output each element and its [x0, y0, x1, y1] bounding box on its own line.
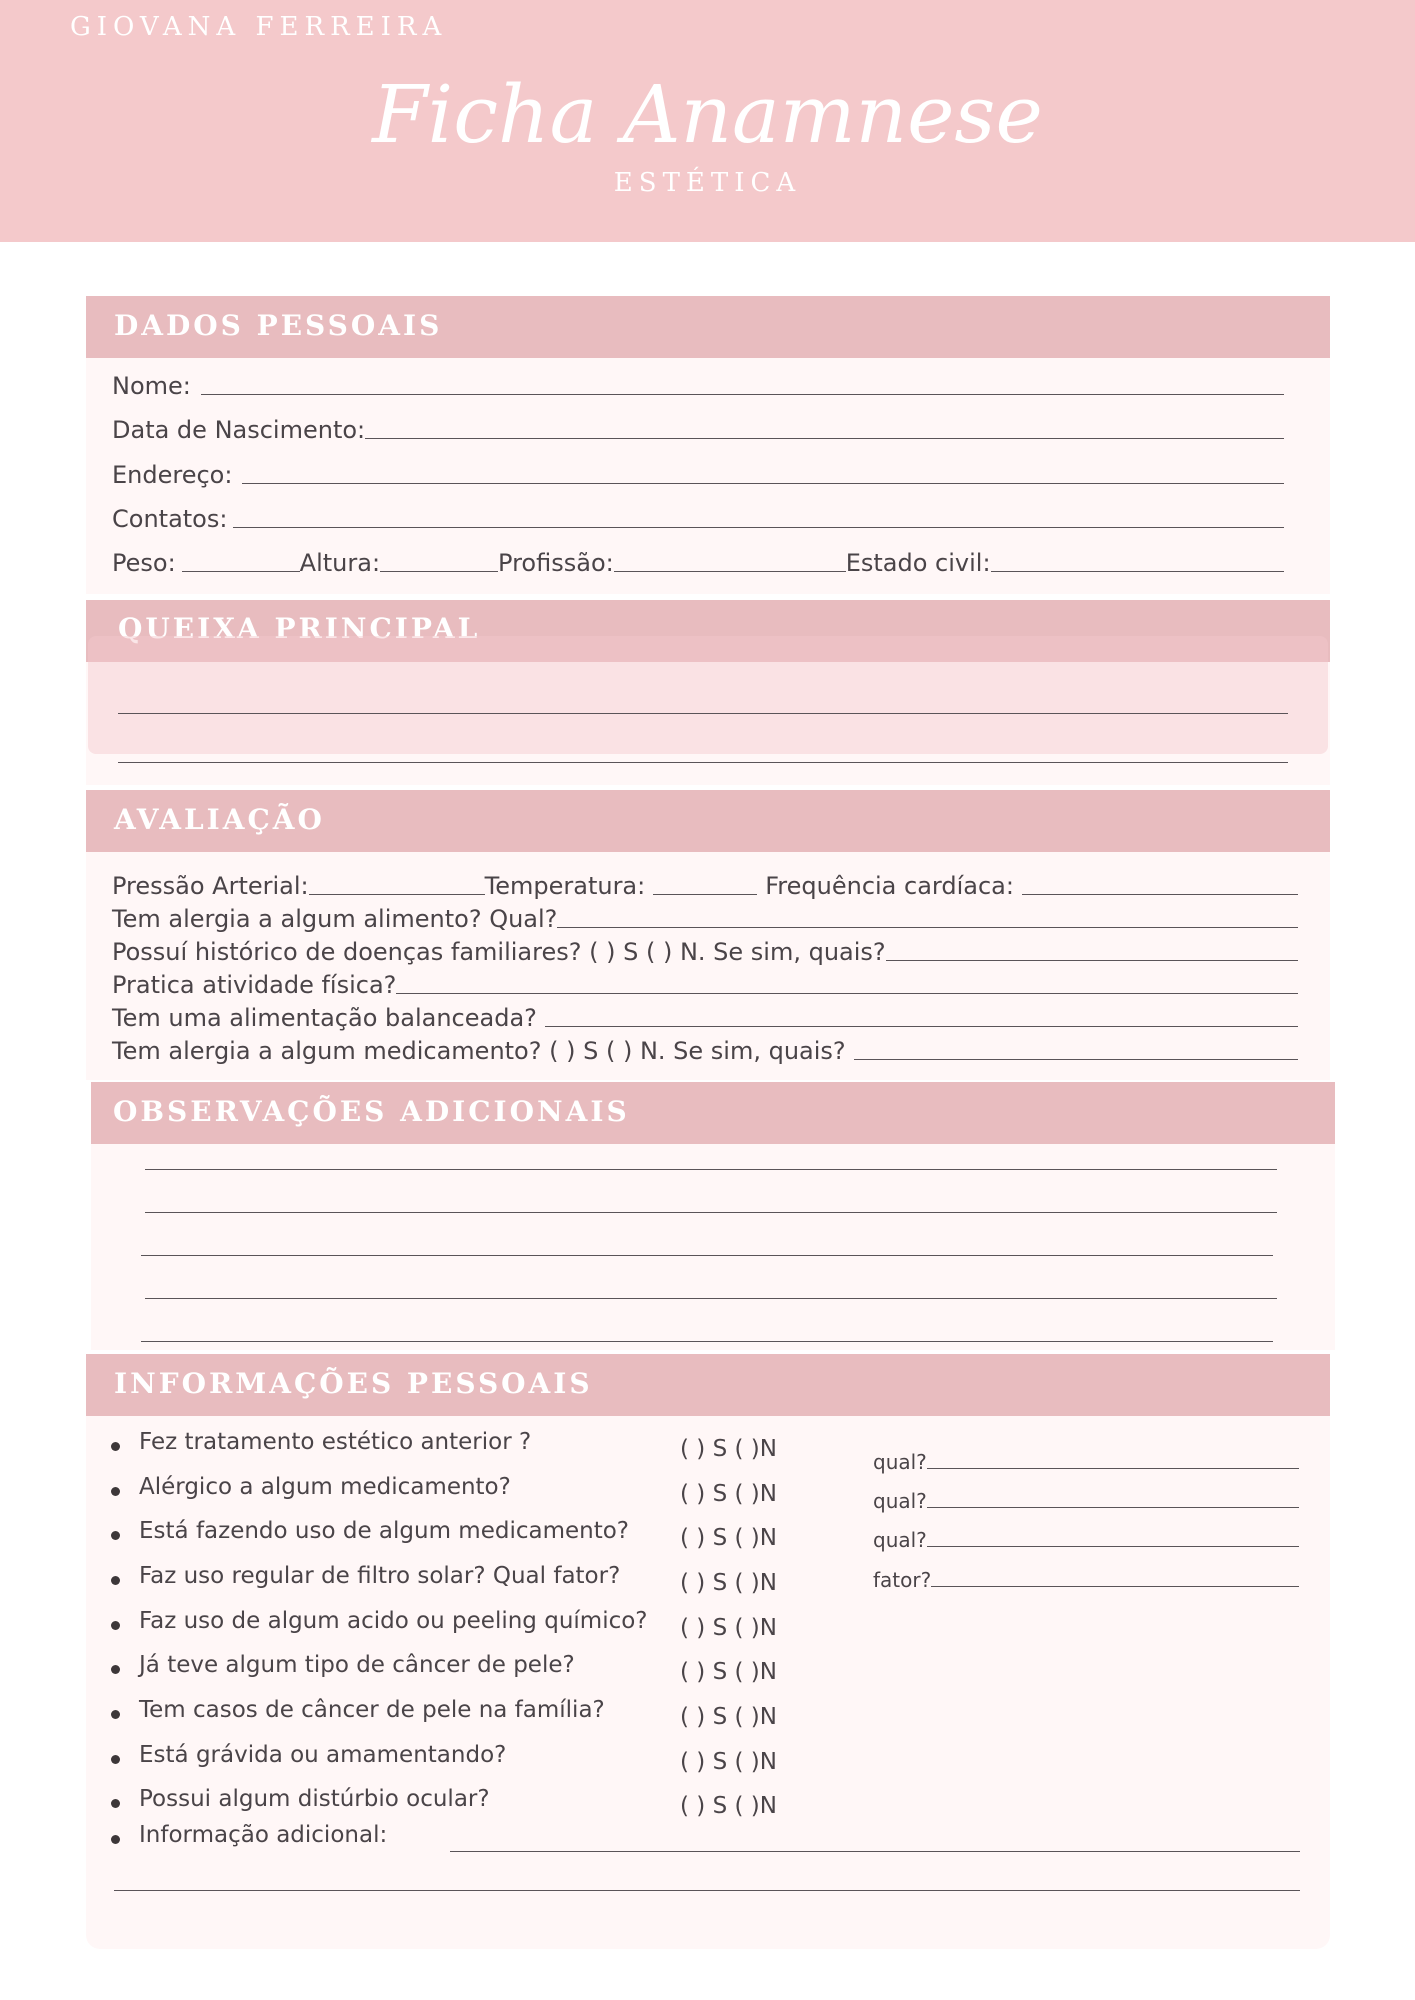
- alergia-alimento-line[interactable]: [557, 927, 1298, 928]
- observacoes-heading: OBSERVAÇÕES ADICIONAIS: [113, 1095, 630, 1128]
- profissao-line[interactable]: [614, 571, 846, 572]
- queixa-line-1[interactable]: [118, 713, 1288, 714]
- contatos-line[interactable]: [233, 527, 1284, 528]
- pressao-label: Pressão Arterial:: [112, 872, 309, 900]
- qual-line-2[interactable]: [927, 1507, 1299, 1508]
- options-2[interactable]: ( ) S ( )N: [680, 1481, 777, 1507]
- qual-field-2[interactable]: [873, 1489, 1299, 1513]
- estado-civil-line[interactable]: [991, 571, 1284, 572]
- atividade-label: Pratica atividade física?: [112, 971, 397, 999]
- queixa-line-2[interactable]: [118, 762, 1288, 763]
- options-9[interactable]: ( ) S ( )N: [680, 1793, 777, 1819]
- fator-line[interactable]: [931, 1586, 1299, 1587]
- contatos-label: Contatos:: [112, 505, 228, 533]
- peso-altura-row: [112, 549, 1284, 577]
- observacoes-line-3[interactable]: [141, 1255, 1273, 1256]
- qual-line-3[interactable]: [927, 1546, 1299, 1547]
- endereco-label: Endereço:: [112, 461, 233, 489]
- contatos-field[interactable]: [112, 505, 1284, 533]
- dados-pessoais-header: [86, 296, 1330, 358]
- qual-label-1: qual?: [873, 1450, 927, 1474]
- historico-line[interactable]: [886, 960, 1298, 961]
- peso-line[interactable]: [182, 571, 300, 572]
- qual-line-1[interactable]: [927, 1468, 1299, 1469]
- question-6: Já teve algum tipo de câncer de pele?: [139, 1652, 575, 1678]
- nome-field[interactable]: [112, 372, 1284, 400]
- alergia-alimento-label: Tem alergia a algum alimento? Qual?: [112, 905, 558, 933]
- options-5[interactable]: ( ) S ( )N: [680, 1615, 777, 1641]
- informacao-adicional-line-2[interactable]: [114, 1890, 1300, 1891]
- profissao-label: Profissão:: [498, 549, 614, 577]
- frequencia-line[interactable]: [1022, 894, 1298, 895]
- observacoes-line-2[interactable]: [145, 1212, 1277, 1213]
- historico-field[interactable]: [112, 938, 1298, 966]
- alergia-medicamento-label: Tem alergia a algum medicamento? ( ) S ( ) N. Se sim, quais?: [112, 1037, 846, 1065]
- question-3: Está fazendo uso de algum medicamento?: [139, 1518, 630, 1544]
- brand-name: GIOVANA FERREIRA: [70, 12, 448, 42]
- question-9: Possui algum distúrbio ocular?: [139, 1786, 490, 1812]
- pressao-line[interactable]: [309, 894, 485, 895]
- fator-label: fator?: [873, 1568, 932, 1592]
- options-1[interactable]: ( ) S ( )N: [680, 1436, 777, 1462]
- nascimento-line[interactable]: [365, 438, 1284, 439]
- observacoes-line-1[interactable]: [145, 1169, 1277, 1170]
- atividade-field[interactable]: [112, 971, 1298, 999]
- options-4[interactable]: ( ) S ( )N: [680, 1570, 777, 1596]
- endereco-line[interactable]: [242, 483, 1284, 484]
- alergia-medicamento-field[interactable]: [112, 1037, 1298, 1065]
- frequencia-label: Frequência cardíaca:: [765, 872, 1014, 900]
- sinais-vitais-row: [112, 872, 1298, 900]
- observacoes-line-5[interactable]: [141, 1341, 1273, 1342]
- informacoes-header: [86, 1354, 1330, 1416]
- question-7: Tem casos de câncer de pele na família?: [139, 1697, 605, 1723]
- qual-label-3: qual?: [873, 1528, 927, 1552]
- avaliacao-header: [86, 790, 1330, 852]
- qual-field-3[interactable]: [873, 1528, 1299, 1552]
- altura-label: Altura:: [299, 549, 381, 577]
- options-6[interactable]: ( ) S ( )N: [680, 1659, 777, 1685]
- informacoes-heading: INFORMAÇÕES PESSOAIS: [114, 1367, 593, 1400]
- temperatura-label: Temperatura:: [484, 872, 646, 900]
- alergia-alimento-field[interactable]: [112, 905, 1298, 933]
- qual-field-4[interactable]: [873, 1568, 1299, 1592]
- alimentacao-field[interactable]: [112, 1004, 1298, 1032]
- historico-label: Possuí histórico de doenças familiares? ( ) S ( ) N. Se sim, quais?: [112, 938, 886, 966]
- question-5: Faz uso de algum acido ou peeling químico?: [139, 1608, 648, 1634]
- endereco-field[interactable]: [112, 461, 1284, 489]
- options-3[interactable]: ( ) S ( )N: [680, 1525, 777, 1551]
- page-title: Ficha Anamnese: [372, 68, 1043, 161]
- queixa-heading: QUEIXA PRINCIPAL: [118, 612, 481, 645]
- question-8: Está grávida ou amamentando?: [139, 1742, 507, 1768]
- alergia-medicamento-line[interactable]: [854, 1059, 1298, 1060]
- estado-civil-label: Estado civil:: [845, 549, 991, 577]
- avaliacao-heading: AVALIAÇÃO: [114, 803, 325, 836]
- question-4: Faz uso regular de filtro solar? Qual fator?: [139, 1563, 621, 1589]
- observacoes-header: [91, 1082, 1335, 1144]
- question-1: Fez tratamento estético anterior ?: [139, 1429, 532, 1455]
- alimentacao-line[interactable]: [545, 1026, 1298, 1027]
- nome-line[interactable]: [201, 394, 1284, 395]
- nascimento-field[interactable]: [112, 416, 1284, 444]
- peso-label: Peso:: [112, 549, 176, 577]
- atividade-line[interactable]: [396, 993, 1298, 994]
- qual-field-1[interactable]: [873, 1450, 1299, 1474]
- nascimento-label: Data de Nascimento:: [112, 416, 366, 444]
- informacao-adicional-line-1[interactable]: [450, 1851, 1300, 1852]
- nome-label: Nome:: [112, 372, 191, 400]
- altura-line[interactable]: [380, 571, 498, 572]
- queixa-shading: [88, 636, 1328, 754]
- alimentacao-label: Tem uma alimentação balanceada?: [112, 1004, 537, 1032]
- temperatura-line[interactable]: [653, 894, 757, 895]
- informacao-adicional-label: Informação adicional:: [139, 1822, 388, 1848]
- question-2: Alérgico a algum medicamento?: [139, 1474, 511, 1500]
- options-7[interactable]: ( ) S ( )N: [680, 1704, 777, 1730]
- qual-label-2: qual?: [873, 1489, 927, 1513]
- observacoes-line-4[interactable]: [145, 1298, 1277, 1299]
- dados-pessoais-heading: DADOS PESSOAIS: [114, 309, 443, 342]
- header-banner: [0, 0, 1415, 242]
- options-8[interactable]: ( ) S ( )N: [680, 1749, 777, 1775]
- page-subtitle: ESTÉTICA: [613, 168, 802, 198]
